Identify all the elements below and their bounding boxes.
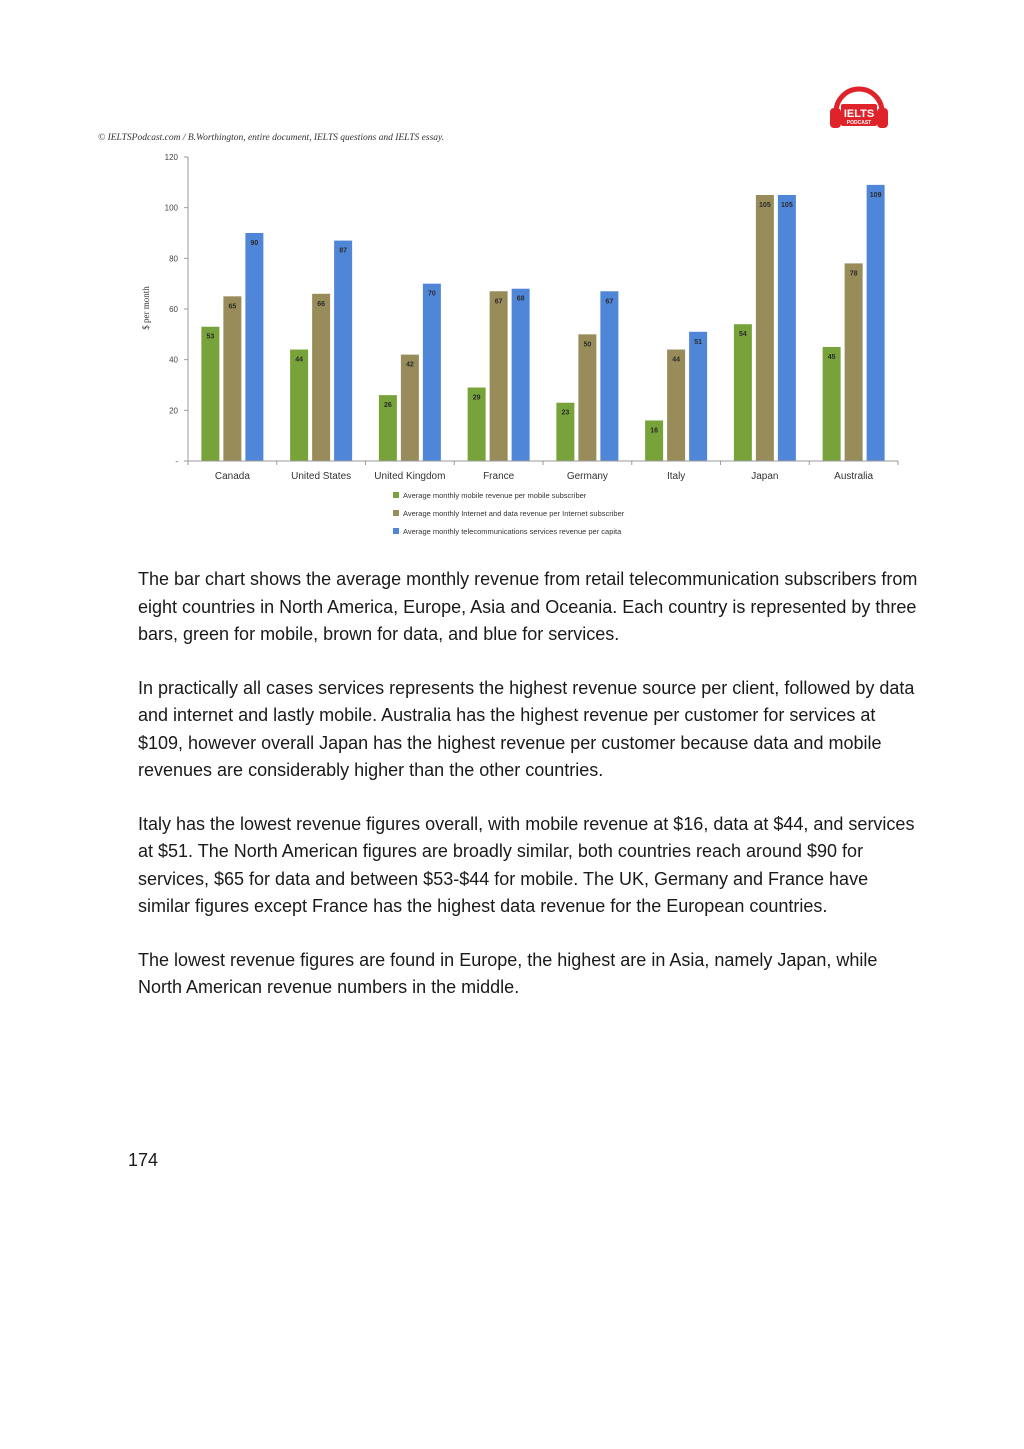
bar-value-label: 90: [250, 240, 259, 247]
bar-value-label: 16: [650, 427, 659, 435]
bar: [490, 291, 508, 461]
bar-value-label: 26: [383, 402, 392, 410]
legend-label: Average monthly mobile revenue per mobile subscriber: [403, 491, 587, 500]
headphones-logo-right-cup: [877, 108, 888, 128]
revenue-bar-chart: [135, 145, 910, 545]
bar: [401, 355, 419, 461]
bar-value-label: 105: [781, 202, 793, 209]
bar-value-label: 45: [827, 354, 836, 361]
x-category-label: Canada: [214, 471, 250, 482]
bar: [778, 195, 796, 461]
logo-bottom-text: PODCAST: [846, 120, 872, 126]
page-number: 174: [128, 1150, 159, 1170]
logo-top-text: IELTS: [843, 108, 875, 120]
chart-svg: [135, 145, 910, 545]
bar-value-label: 105: [759, 202, 771, 209]
bar: [689, 332, 707, 461]
bar: [756, 195, 774, 461]
y-tick-label: 20: [169, 406, 178, 416]
bar: [423, 284, 441, 461]
essay-body: [138, 566, 923, 1028]
bar: [867, 185, 885, 461]
y-tick-label: -: [175, 457, 178, 466]
bar-value-label: 44: [295, 356, 304, 364]
bar: [823, 347, 841, 461]
bar: [734, 324, 752, 461]
y-tick-label: 40: [169, 355, 178, 365]
bar-value-label: 53: [206, 333, 215, 341]
x-category-label: United Kingdom: [374, 471, 446, 482]
essay-paragraph: In practically all cases services represents the highest revenue source per client, followed by data and internet and lastly mobile. Australia has the highest revenue per customer for services at $109, however overall Japan has the highest revenue per customer because data and mobile revenues are considerably higher than the other countries.: [138, 677, 915, 780]
bar-value-label: 23: [561, 409, 570, 417]
bar-value-label: 66: [317, 300, 326, 308]
bar: [578, 334, 596, 461]
bar-value-label: 51: [694, 338, 703, 346]
headphones-logo-left-cup: [830, 108, 841, 128]
bar-value-label: 70: [427, 290, 436, 298]
y-tick-label: 100: [164, 203, 178, 213]
bar: [201, 327, 219, 461]
bar-value-label: 67: [605, 298, 614, 306]
legend-label: Average monthly Internet and data revenue per Internet subscriber: [403, 509, 625, 518]
x-category-label: United States: [291, 471, 352, 482]
y-axis-ticks: [165, 153, 188, 466]
bar: [312, 294, 330, 461]
category-labels: [215, 471, 874, 482]
legend-label: Average monthly telecommunications services revenue per capita: [403, 527, 622, 536]
bar: [600, 291, 618, 461]
essay-paragraph: Italy has the lowest revenue figures overall, with mobile revenue at $16, data at $44, and services at $51. The North American figures are broadly similar, both countries reach around $90 for services, $65 for data and between $53-$44 for mobile. The UK, Germany and France have similar figures except France has the highest data revenue for the European countries.: [138, 813, 915, 916]
bar-value-label: 78: [849, 270, 858, 278]
bar-value-label: 44: [672, 356, 681, 364]
bar: [845, 263, 863, 461]
bar: [512, 289, 530, 461]
bar-value-label: 65: [228, 303, 237, 311]
bar: [334, 241, 352, 461]
x-category-label: Italy: [666, 471, 686, 482]
bar: [290, 350, 308, 461]
bar-value-label: 54: [738, 331, 747, 339]
bar-value-label: 50: [583, 341, 592, 349]
x-category-label: Japan: [751, 471, 779, 482]
x-category-label: Germany: [566, 471, 608, 482]
bar-value-label: 68: [516, 295, 525, 303]
bar-value-label: 109: [869, 191, 882, 199]
bar-value-label: 87: [339, 247, 348, 255]
chart-legend: [393, 491, 625, 536]
bar: [245, 233, 263, 461]
bar-value-label: 42: [405, 361, 414, 369]
legend-swatch: [393, 492, 399, 498]
y-tick-label: 120: [164, 153, 178, 162]
legend-swatch: [393, 510, 399, 516]
essay-paragraph: The bar chart shows the average monthly revenue from retail telecommunication subscribers from eight countries in North America, Europe, Asia and Oceania. Each country is represented by three bars, green for mobile, brown for data, and blue for services.: [138, 569, 918, 644]
y-tick-label: 60: [169, 305, 178, 314]
bar: [667, 350, 685, 461]
x-category-label: Australia: [834, 471, 874, 482]
bar-series: [201, 185, 884, 461]
y-tick-label: 80: [169, 254, 178, 264]
bar-value-label: 29: [472, 394, 481, 402]
ielts-podcast-logo: [824, 74, 894, 138]
y-axis-title: $ per month: [141, 286, 151, 330]
x-category-label: France: [483, 471, 515, 482]
legend-swatch: [393, 528, 399, 534]
bar-value-label: 67: [494, 298, 503, 306]
bar: [223, 296, 241, 461]
copyright-notice: © IELTSPodcast.com / B.Worthington, entire document, IELTS questions and IELTS essay.: [98, 133, 445, 143]
essay-paragraph: The lowest revenue figures are found in Europe, the highest are in Asia, namely Japan, while North American revenue numbers in the middle.: [138, 949, 878, 997]
